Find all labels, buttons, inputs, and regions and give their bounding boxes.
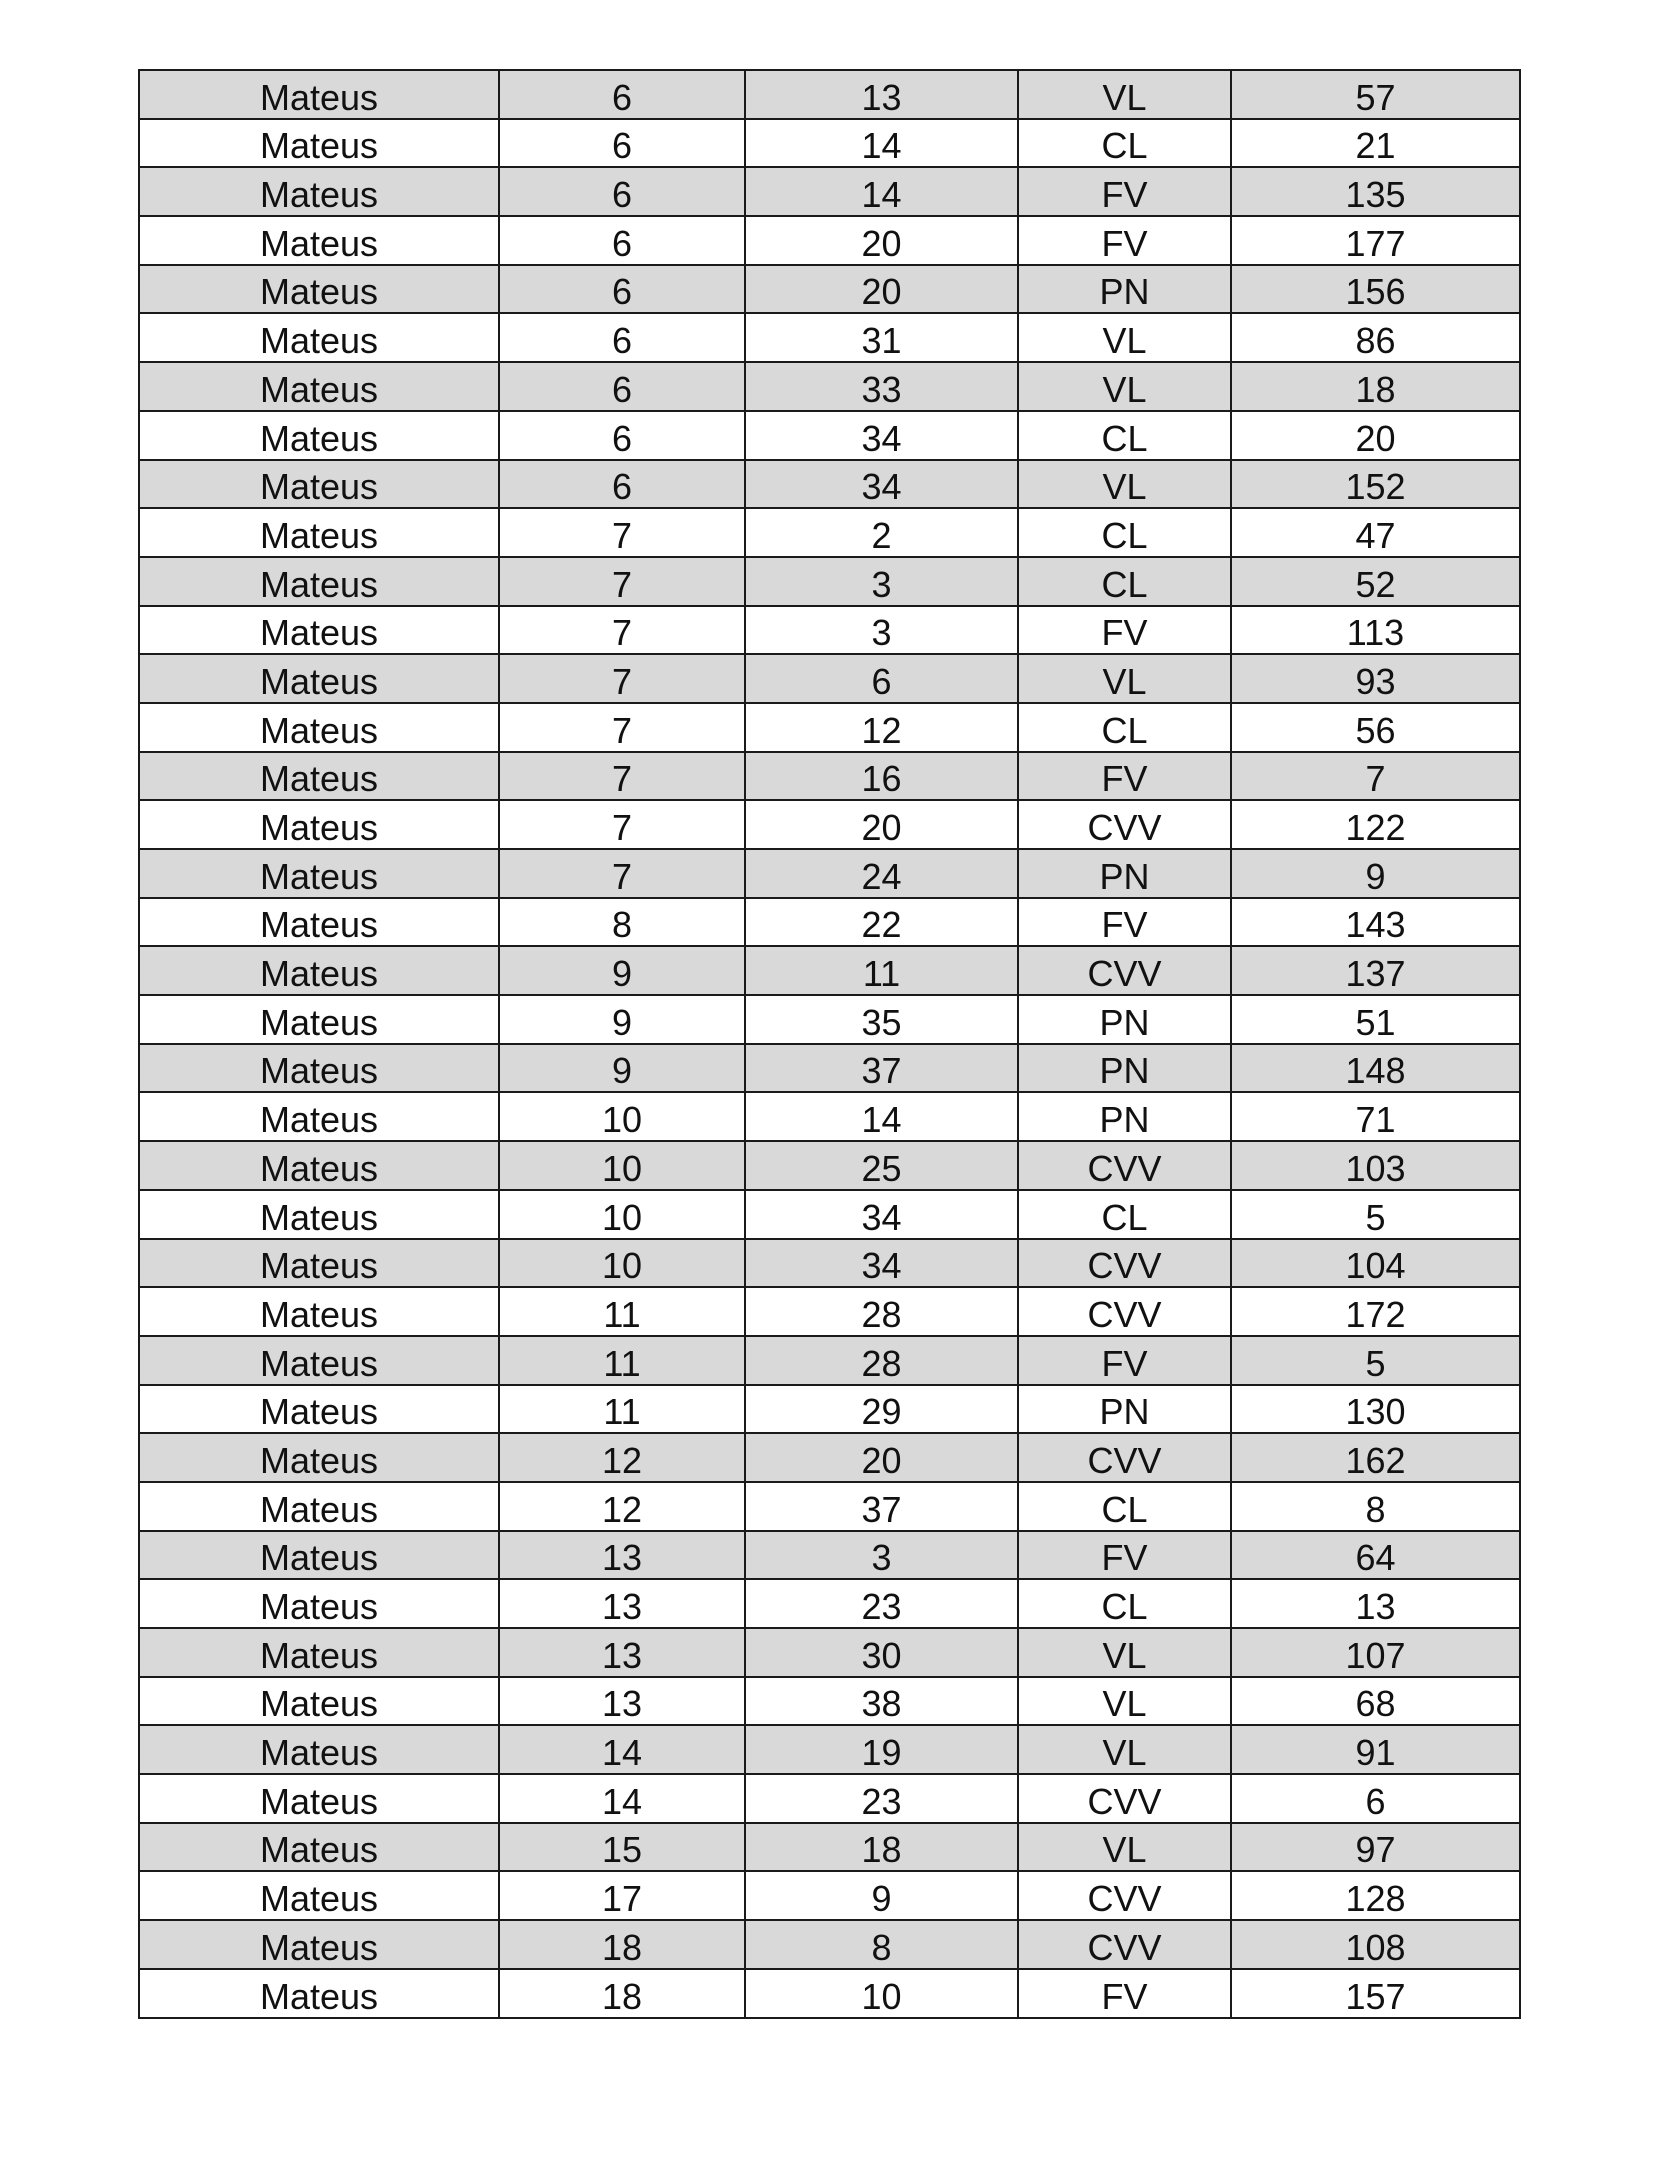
number-b-cell: 30: [745, 1628, 1018, 1677]
number-a-cell: 6: [499, 70, 745, 119]
value-cell: 52: [1231, 557, 1520, 606]
number-b-cell: 37: [745, 1482, 1018, 1531]
name-cell: Mateus: [139, 1628, 499, 1677]
name-cell: Mateus: [139, 1725, 499, 1774]
value-cell: 91: [1231, 1725, 1520, 1774]
name-cell: Mateus: [139, 313, 499, 362]
number-b-cell: 12: [745, 703, 1018, 752]
number-a-cell: 13: [499, 1677, 745, 1726]
number-b-cell: 23: [745, 1774, 1018, 1823]
code-cell: CL: [1018, 1579, 1231, 1628]
number-a-cell: 13: [499, 1579, 745, 1628]
number-a-cell: 15: [499, 1823, 745, 1872]
value-cell: 157: [1231, 1969, 1520, 2018]
name-cell: Mateus: [139, 849, 499, 898]
name-cell: Mateus: [139, 898, 499, 947]
number-b-cell: 34: [745, 411, 1018, 460]
table-row: [139, 1482, 1520, 1531]
number-b-cell: 2: [745, 508, 1018, 557]
table-row: [139, 946, 1520, 995]
number-a-cell: 13: [499, 1628, 745, 1677]
code-cell: CL: [1018, 1482, 1231, 1531]
name-cell: Mateus: [139, 70, 499, 119]
table-row: [139, 1871, 1520, 1920]
table-row: [139, 1531, 1520, 1580]
number-a-cell: 12: [499, 1482, 745, 1531]
code-cell: CL: [1018, 411, 1231, 460]
number-a-cell: 12: [499, 1433, 745, 1482]
value-cell: 6: [1231, 1774, 1520, 1823]
value-cell: 21: [1231, 119, 1520, 168]
table-row: [139, 1774, 1520, 1823]
value-cell: 8: [1231, 1482, 1520, 1531]
value-cell: 18: [1231, 362, 1520, 411]
table-row: [139, 1823, 1520, 1872]
table-row: [139, 167, 1520, 216]
code-cell: FV: [1018, 1531, 1231, 1580]
number-b-cell: 20: [745, 1433, 1018, 1482]
code-cell: CVV: [1018, 1871, 1231, 1920]
number-b-cell: 6: [745, 654, 1018, 703]
number-b-cell: 29: [745, 1385, 1018, 1434]
number-a-cell: 7: [499, 800, 745, 849]
name-cell: Mateus: [139, 1579, 499, 1628]
number-a-cell: 9: [499, 946, 745, 995]
value-cell: 122: [1231, 800, 1520, 849]
number-b-cell: 19: [745, 1725, 1018, 1774]
number-b-cell: 35: [745, 995, 1018, 1044]
number-b-cell: 16: [745, 752, 1018, 801]
number-a-cell: 10: [499, 1141, 745, 1190]
table-row: [139, 1725, 1520, 1774]
number-b-cell: 3: [745, 1531, 1018, 1580]
number-a-cell: 7: [499, 654, 745, 703]
table-row: [139, 313, 1520, 362]
value-cell: 51: [1231, 995, 1520, 1044]
number-b-cell: 31: [745, 313, 1018, 362]
value-cell: 57: [1231, 70, 1520, 119]
code-cell: VL: [1018, 70, 1231, 119]
number-b-cell: 23: [745, 1579, 1018, 1628]
table-row: [139, 1141, 1520, 1190]
value-cell: 128: [1231, 1871, 1520, 1920]
value-cell: 156: [1231, 265, 1520, 314]
value-cell: 152: [1231, 460, 1520, 509]
value-cell: 5: [1231, 1190, 1520, 1239]
value-cell: 68: [1231, 1677, 1520, 1726]
table-row: [139, 1092, 1520, 1141]
code-cell: FV: [1018, 216, 1231, 265]
value-cell: 7: [1231, 752, 1520, 801]
name-cell: Mateus: [139, 1385, 499, 1434]
number-b-cell: 3: [745, 557, 1018, 606]
number-b-cell: 14: [745, 1092, 1018, 1141]
name-cell: Mateus: [139, 1239, 499, 1288]
code-cell: CL: [1018, 1190, 1231, 1239]
number-a-cell: 13: [499, 1531, 745, 1580]
code-cell: CVV: [1018, 1239, 1231, 1288]
name-cell: Mateus: [139, 800, 499, 849]
table-row: [139, 800, 1520, 849]
table-row: [139, 460, 1520, 509]
table-row: [139, 1287, 1520, 1336]
code-cell: VL: [1018, 654, 1231, 703]
number-a-cell: 9: [499, 995, 745, 1044]
name-cell: Mateus: [139, 1969, 499, 2018]
value-cell: 107: [1231, 1628, 1520, 1677]
name-cell: Mateus: [139, 1871, 499, 1920]
value-cell: 130: [1231, 1385, 1520, 1434]
table-row: [139, 119, 1520, 168]
value-cell: 9: [1231, 849, 1520, 898]
table-row: [139, 1969, 1520, 2018]
number-b-cell: 8: [745, 1920, 1018, 1969]
code-cell: VL: [1018, 1677, 1231, 1726]
number-a-cell: 8: [499, 898, 745, 947]
table-row: [139, 1190, 1520, 1239]
number-a-cell: 7: [499, 703, 745, 752]
code-cell: VL: [1018, 313, 1231, 362]
code-cell: FV: [1018, 1336, 1231, 1385]
value-cell: 108: [1231, 1920, 1520, 1969]
number-a-cell: 11: [499, 1287, 745, 1336]
name-cell: Mateus: [139, 216, 499, 265]
number-b-cell: 34: [745, 1190, 1018, 1239]
name-cell: Mateus: [139, 1531, 499, 1580]
code-cell: CVV: [1018, 1920, 1231, 1969]
code-cell: PN: [1018, 849, 1231, 898]
number-b-cell: 22: [745, 898, 1018, 947]
table-row: [139, 606, 1520, 655]
number-b-cell: 28: [745, 1287, 1018, 1336]
value-cell: 13: [1231, 1579, 1520, 1628]
table-row: [139, 1044, 1520, 1093]
data-table: [138, 69, 1521, 2019]
table-row: [139, 898, 1520, 947]
value-cell: 103: [1231, 1141, 1520, 1190]
code-cell: PN: [1018, 1092, 1231, 1141]
code-cell: PN: [1018, 1385, 1231, 1434]
table-row: [139, 1336, 1520, 1385]
number-b-cell: 20: [745, 216, 1018, 265]
number-a-cell: 6: [499, 265, 745, 314]
table-row: [139, 411, 1520, 460]
number-b-cell: 25: [745, 1141, 1018, 1190]
number-a-cell: 6: [499, 119, 745, 168]
table-row: [139, 1677, 1520, 1726]
table-row: [139, 703, 1520, 752]
table-row: [139, 70, 1520, 119]
value-cell: 5: [1231, 1336, 1520, 1385]
name-cell: Mateus: [139, 1092, 499, 1141]
name-cell: Mateus: [139, 752, 499, 801]
name-cell: Mateus: [139, 606, 499, 655]
code-cell: FV: [1018, 167, 1231, 216]
number-a-cell: 7: [499, 849, 745, 898]
table-row: [139, 508, 1520, 557]
number-a-cell: 7: [499, 752, 745, 801]
code-cell: VL: [1018, 1725, 1231, 1774]
number-a-cell: 7: [499, 606, 745, 655]
name-cell: Mateus: [139, 411, 499, 460]
number-a-cell: 10: [499, 1092, 745, 1141]
number-a-cell: 6: [499, 216, 745, 265]
number-b-cell: 18: [745, 1823, 1018, 1872]
value-cell: 47: [1231, 508, 1520, 557]
number-a-cell: 6: [499, 460, 745, 509]
table-row: [139, 1920, 1520, 1969]
table-row: [139, 1433, 1520, 1482]
name-cell: Mateus: [139, 1336, 499, 1385]
value-cell: 177: [1231, 216, 1520, 265]
value-cell: 20: [1231, 411, 1520, 460]
code-cell: VL: [1018, 362, 1231, 411]
number-a-cell: 6: [499, 313, 745, 362]
value-cell: 93: [1231, 654, 1520, 703]
table-row: [139, 654, 1520, 703]
number-b-cell: 11: [745, 946, 1018, 995]
name-cell: Mateus: [139, 1774, 499, 1823]
code-cell: PN: [1018, 1044, 1231, 1093]
table-row: [139, 1579, 1520, 1628]
name-cell: Mateus: [139, 265, 499, 314]
number-b-cell: 28: [745, 1336, 1018, 1385]
name-cell: Mateus: [139, 1044, 499, 1093]
number-b-cell: 14: [745, 167, 1018, 216]
code-cell: CVV: [1018, 1287, 1231, 1336]
value-cell: 137: [1231, 946, 1520, 995]
number-b-cell: 9: [745, 1871, 1018, 1920]
value-cell: 172: [1231, 1287, 1520, 1336]
code-cell: PN: [1018, 265, 1231, 314]
number-a-cell: 11: [499, 1385, 745, 1434]
code-cell: CL: [1018, 557, 1231, 606]
number-a-cell: 10: [499, 1190, 745, 1239]
code-cell: VL: [1018, 1628, 1231, 1677]
number-b-cell: 38: [745, 1677, 1018, 1726]
value-cell: 64: [1231, 1531, 1520, 1580]
name-cell: Mateus: [139, 703, 499, 752]
name-cell: Mateus: [139, 1433, 499, 1482]
code-cell: CL: [1018, 508, 1231, 557]
code-cell: FV: [1018, 752, 1231, 801]
table-row: [139, 1385, 1520, 1434]
table-row: [139, 265, 1520, 314]
table-row: [139, 849, 1520, 898]
code-cell: CVV: [1018, 1433, 1231, 1482]
value-cell: 56: [1231, 703, 1520, 752]
number-b-cell: 20: [745, 800, 1018, 849]
number-a-cell: 14: [499, 1774, 745, 1823]
table-row: [139, 557, 1520, 606]
table-body: [139, 70, 1520, 2018]
number-a-cell: 6: [499, 362, 745, 411]
table-row: [139, 1628, 1520, 1677]
value-cell: 143: [1231, 898, 1520, 947]
value-cell: 104: [1231, 1239, 1520, 1288]
name-cell: Mateus: [139, 654, 499, 703]
name-cell: Mateus: [139, 362, 499, 411]
table-row: [139, 752, 1520, 801]
name-cell: Mateus: [139, 1287, 499, 1336]
number-b-cell: 33: [745, 362, 1018, 411]
number-b-cell: 24: [745, 849, 1018, 898]
number-b-cell: 10: [745, 1969, 1018, 2018]
number-a-cell: 7: [499, 508, 745, 557]
code-cell: FV: [1018, 606, 1231, 655]
value-cell: 86: [1231, 313, 1520, 362]
code-cell: CVV: [1018, 1141, 1231, 1190]
number-b-cell: 14: [745, 119, 1018, 168]
code-cell: CVV: [1018, 946, 1231, 995]
number-a-cell: 18: [499, 1920, 745, 1969]
code-cell: CVV: [1018, 1774, 1231, 1823]
number-b-cell: 34: [745, 1239, 1018, 1288]
name-cell: Mateus: [139, 119, 499, 168]
number-a-cell: 9: [499, 1044, 745, 1093]
name-cell: Mateus: [139, 995, 499, 1044]
table-row: [139, 1239, 1520, 1288]
name-cell: Mateus: [139, 1823, 499, 1872]
number-a-cell: 18: [499, 1969, 745, 2018]
code-cell: CVV: [1018, 800, 1231, 849]
table-row: [139, 362, 1520, 411]
name-cell: Mateus: [139, 946, 499, 995]
number-a-cell: 17: [499, 1871, 745, 1920]
table-row: [139, 995, 1520, 1044]
number-a-cell: 6: [499, 167, 745, 216]
value-cell: 97: [1231, 1823, 1520, 1872]
name-cell: Mateus: [139, 167, 499, 216]
name-cell: Mateus: [139, 1190, 499, 1239]
code-cell: VL: [1018, 460, 1231, 509]
number-b-cell: 20: [745, 265, 1018, 314]
code-cell: VL: [1018, 1823, 1231, 1872]
name-cell: Mateus: [139, 557, 499, 606]
name-cell: Mateus: [139, 1677, 499, 1726]
name-cell: Mateus: [139, 1920, 499, 1969]
name-cell: Mateus: [139, 1141, 499, 1190]
value-cell: 162: [1231, 1433, 1520, 1482]
table-row: [139, 216, 1520, 265]
number-a-cell: 10: [499, 1239, 745, 1288]
code-cell: CL: [1018, 703, 1231, 752]
number-b-cell: 3: [745, 606, 1018, 655]
number-b-cell: 34: [745, 460, 1018, 509]
name-cell: Mateus: [139, 1482, 499, 1531]
value-cell: 113: [1231, 606, 1520, 655]
code-cell: CL: [1018, 119, 1231, 168]
code-cell: PN: [1018, 995, 1231, 1044]
number-b-cell: 37: [745, 1044, 1018, 1093]
name-cell: Mateus: [139, 460, 499, 509]
name-cell: Mateus: [139, 508, 499, 557]
value-cell: 135: [1231, 167, 1520, 216]
code-cell: FV: [1018, 1969, 1231, 2018]
number-a-cell: 7: [499, 557, 745, 606]
code-cell: FV: [1018, 898, 1231, 947]
number-b-cell: 13: [745, 70, 1018, 119]
number-a-cell: 11: [499, 1336, 745, 1385]
value-cell: 148: [1231, 1044, 1520, 1093]
number-a-cell: 14: [499, 1725, 745, 1774]
number-a-cell: 6: [499, 411, 745, 460]
value-cell: 71: [1231, 1092, 1520, 1141]
